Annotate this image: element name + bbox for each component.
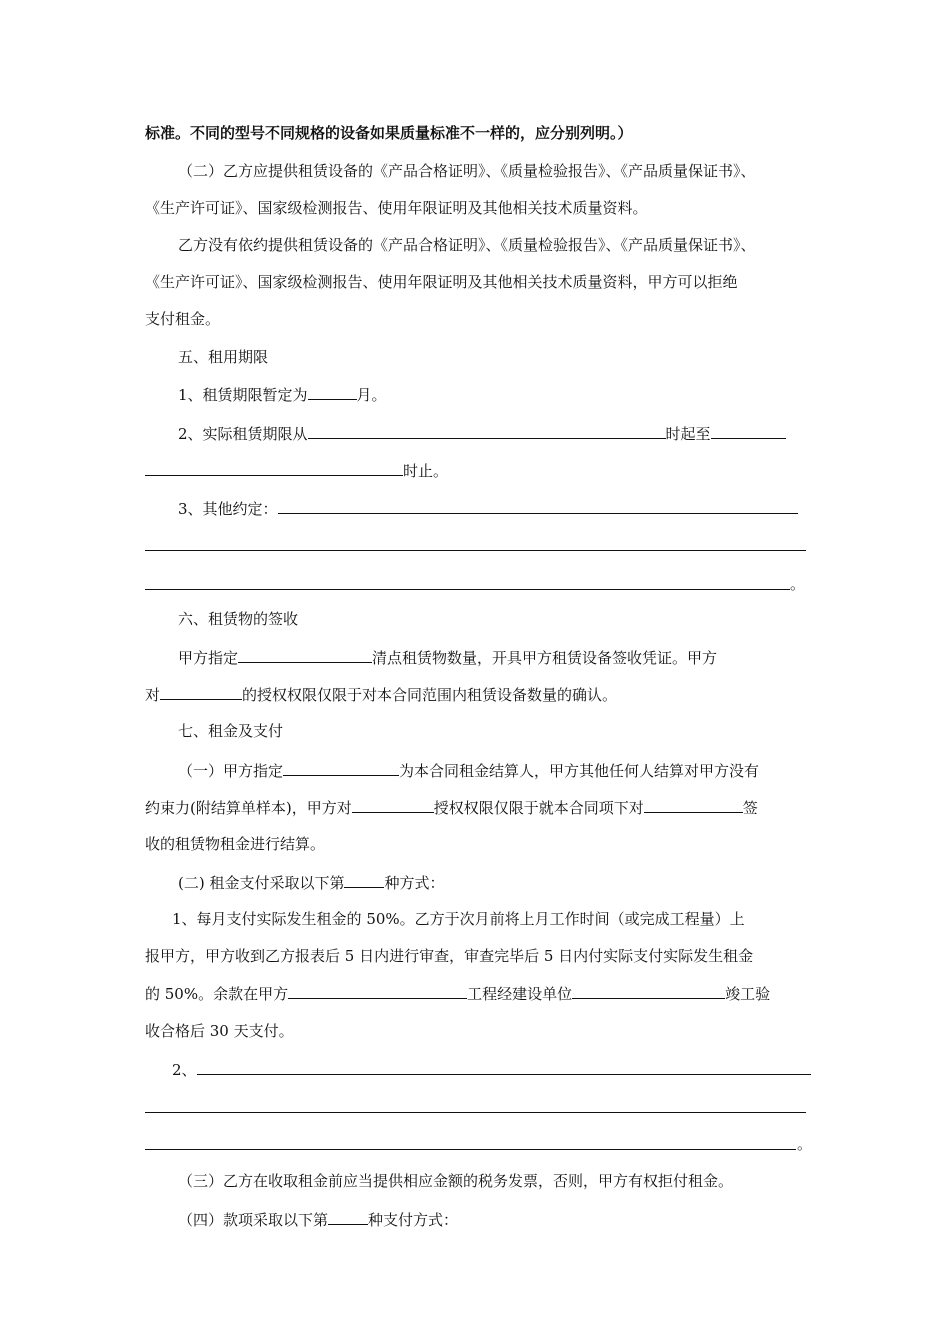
sign-designate-label: 甲方指定: [178, 649, 239, 667]
pay-method-line: [178, 871, 445, 893]
option-2-line: [172, 1058, 811, 1080]
settle-designate-label: （一）甲方指定: [178, 762, 284, 780]
sign-line-2-text: 的授权权限仅限于对本合同范围内租赁设备数量的确认。: [242, 686, 618, 704]
project-name-blank[interactable]: [288, 982, 467, 999]
settle-line-3: 收的租赁物租金进行结算。: [145, 835, 326, 853]
sign-line-2-prefix: 对: [145, 686, 161, 704]
actual-term-start-blank[interactable]: [308, 422, 666, 439]
actual-term-end-label: 时止。: [403, 462, 449, 480]
pay-method-label: (二) 租金支付采取以下第: [178, 874, 345, 892]
other-terms-blank-line[interactable]: [145, 550, 806, 551]
invoice-clause: （三）乙方在收取租金前应当提供相应金额的税务发票，否则，甲方有权拒付租金。: [178, 1172, 734, 1190]
section-7-heading: 七、租金及支付: [178, 722, 284, 740]
other-terms-blank-line[interactable]: [145, 589, 790, 590]
section-5-heading: 五、租用期限: [178, 348, 269, 366]
actual-term-label: 2、实际租赁期限从: [178, 425, 308, 443]
monthly-payment-line-3: [145, 982, 770, 1004]
balance-text-b: 工程经建设单位: [467, 985, 573, 1003]
actual-term-line: [178, 422, 786, 444]
pay-method-blank[interactable]: [344, 871, 384, 888]
payment-way-blank[interactable]: [328, 1208, 368, 1225]
balance-text-c: 竣工验: [725, 985, 771, 1003]
settle-line-2-c: 签: [742, 799, 758, 817]
settle-signer-blank[interactable]: [644, 796, 743, 813]
actual-term-line-2: [145, 459, 448, 481]
actual-term-end-blank-part1[interactable]: [711, 422, 786, 439]
option-2-label: 2、: [172, 1061, 197, 1079]
sign-line-1-text: 清点租赁物数量，开具甲方租赁设备签收凭证。甲方: [372, 649, 718, 667]
actual-term-to: 时起至: [665, 425, 711, 443]
payment-way-suffix: 种支付方式：: [368, 1211, 459, 1229]
settle-line-2-b: 授权权限仅限于就本合同项下对: [433, 799, 644, 817]
settle-authorized-blank[interactable]: [352, 796, 434, 813]
term-months-line: [178, 383, 387, 405]
period-mark: 。: [790, 575, 806, 593]
settle-line-1-text: 为本合同租金结算人，甲方其他任何人结算对甲方没有: [399, 762, 760, 780]
payment-way-label: （四）款项采取以下第: [178, 1211, 329, 1229]
other-terms-label: 3、其他约定：: [178, 500, 278, 518]
actual-term-end-blank-part2[interactable]: [145, 459, 403, 476]
failure-paragraph-line: 乙方没有依约提供租赁设备的《产品合格证明》、《质量检验报告》、《产品质量保证书》、: [178, 236, 756, 254]
option-2-blank-line[interactable]: [145, 1112, 806, 1113]
monthly-payment-line-2: 报甲方，甲方收到乙方报表后 5 日内进行审查，审查完毕后 5 日内付实际支付实际发生租金: [145, 947, 754, 965]
sign-line-2: [145, 683, 617, 705]
settlement-person-blank[interactable]: [283, 759, 399, 776]
term-months-unit: 月。: [356, 386, 387, 404]
clause-2-paragraph-line: 《生产许可证》、国家级检测报告、使用年限证明及其他相关技术质量资料。: [145, 199, 648, 217]
quality-standard-note: 标准。不同的型号不同规格的设备如果质量标准不一样的，应分别列明。）: [145, 124, 633, 142]
failure-paragraph-line: 支付租金。: [145, 310, 221, 328]
other-terms-blank[interactable]: [278, 497, 798, 514]
option-2-blank[interactable]: [197, 1058, 811, 1075]
balance-text-a: 的 50%。余款在甲方: [145, 985, 289, 1003]
pay-method-suffix: 种方式：: [384, 874, 445, 892]
clause-2-paragraph-line: （二）乙方应提供租赁设备的《产品合格证明》、《质量检验报告》、《产品质量保证书》、: [178, 162, 756, 180]
term-months-blank[interactable]: [308, 383, 357, 400]
sign-authorized-blank[interactable]: [160, 683, 242, 700]
option-2-blank-line[interactable]: [145, 1149, 796, 1150]
settle-line-1: [178, 759, 759, 781]
failure-paragraph-line: 《生产许可证》、国家级检测报告、使用年限证明及其他相关技术质量资料，甲方可以拒绝: [145, 273, 738, 291]
other-terms-line: [178, 497, 798, 519]
monthly-payment-line-1: 1、每月支付实际发生租金的 50%。乙方于次月前将上月工作时间（或完成工程量）上: [172, 910, 745, 928]
sign-line-1: [178, 646, 717, 668]
payment-way-line: [178, 1208, 458, 1230]
construction-unit-blank[interactable]: [572, 982, 725, 999]
settle-line-2: [145, 796, 758, 818]
settle-line-2-a: 约束力(附结算单样本)，甲方对: [145, 799, 352, 817]
sign-designee-blank[interactable]: [238, 646, 372, 663]
term-months-label: 1、租赁期限暂定为: [178, 386, 308, 404]
section-6-heading: 六、租赁物的签收: [178, 610, 299, 628]
period-mark: 。: [797, 1135, 813, 1153]
monthly-payment-line-4: 收合格后 30 天支付。: [145, 1022, 294, 1040]
